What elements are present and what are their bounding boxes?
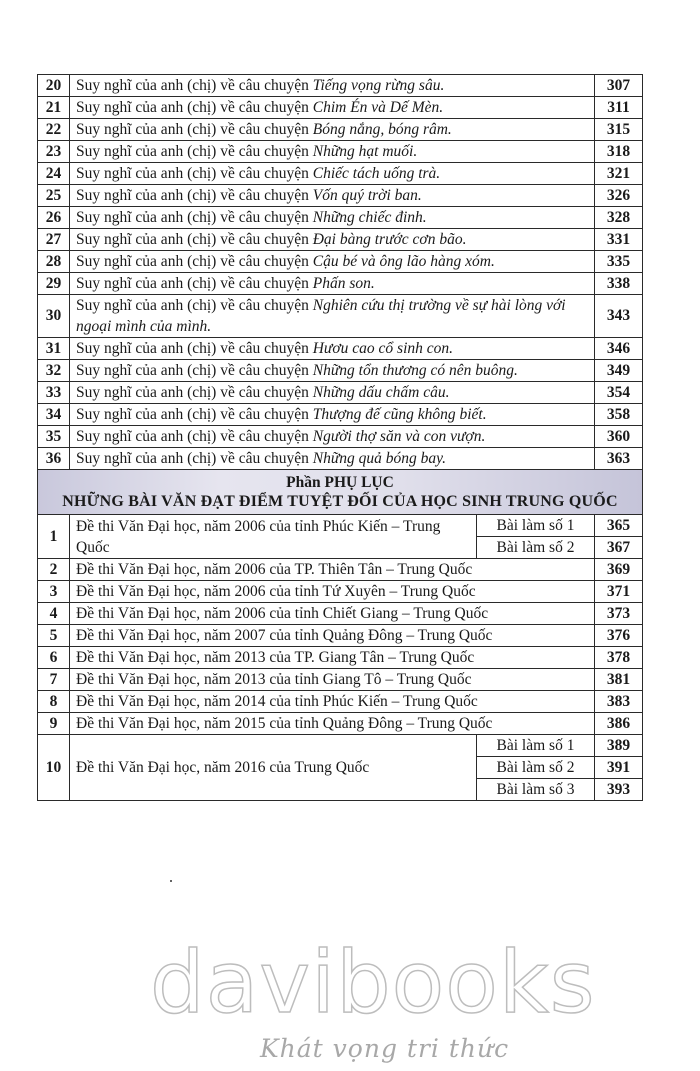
page-number: 358: [595, 404, 643, 426]
entry-title: [70, 119, 595, 141]
entry-prefix: Suy nghĩ của anh (chị) về câu chuyện: [76, 252, 313, 270]
entry-number: 24: [38, 163, 70, 185]
toc-row: [38, 141, 643, 163]
entry-number: 23: [38, 141, 70, 163]
toc-row: [38, 426, 643, 448]
page-number: 343: [595, 295, 643, 338]
entry-number: 21: [38, 97, 70, 119]
entry-title: [70, 229, 595, 251]
story-title: Cậu bé và ông lão hàng xóm.: [312, 252, 495, 270]
entry-number: 32: [38, 360, 70, 382]
entry-prefix: Suy nghĩ của anh (chị) về câu chuyện: [76, 405, 313, 423]
toc-row: [38, 603, 643, 625]
entry-number: 2: [38, 559, 70, 581]
story-title: Bóng nắng, bóng râm.: [312, 120, 452, 138]
story-title: Tiếng vọng rừng sâu.: [312, 76, 445, 94]
essay-label: Bài làm số 1: [477, 515, 595, 537]
toc-row: [38, 338, 643, 360]
entry-title: [70, 273, 595, 295]
entry-prefix: Suy nghĩ của anh (chị) về câu chuyện: [76, 142, 313, 160]
page-number: 346: [595, 338, 643, 360]
page-number: 321: [595, 163, 643, 185]
page-number: 373: [595, 603, 643, 625]
entry-title: [70, 163, 595, 185]
page-number: 378: [595, 647, 643, 669]
page-number: 354: [595, 382, 643, 404]
toc-row: [38, 404, 643, 426]
essay-label: Bài làm số 2: [477, 537, 595, 559]
toc-row: [38, 273, 643, 295]
toc-row: [38, 185, 643, 207]
story-title: Phấn son.: [312, 274, 375, 292]
entry-number: 36: [38, 448, 70, 470]
entry-number: 5: [38, 625, 70, 647]
page-number: 311: [595, 97, 643, 119]
entry-number: 29: [38, 273, 70, 295]
page-number: 326: [595, 185, 643, 207]
toc-row: [38, 647, 643, 669]
entry-number: 22: [38, 119, 70, 141]
entry-title: Đề thi Văn Đại học, năm 2014 của tỉnh Phúc Kiến – Trung Quốc: [70, 691, 595, 713]
page-number: 365: [595, 515, 643, 537]
toc-row: [38, 559, 643, 581]
story-title: Những quả bóng bay.: [312, 449, 447, 467]
page-number: 381: [595, 669, 643, 691]
story-title: Vốn quý trời ban.: [312, 186, 422, 204]
story-title: Những hạt muối.: [312, 142, 418, 160]
table-of-contents: [37, 74, 643, 801]
toc-row: [38, 207, 643, 229]
page-number: 331: [595, 229, 643, 251]
entry-title: Đề thi Văn Đại học, năm 2006 của TP. Thiên Tân – Trung Quốc: [70, 559, 595, 581]
entry-title: Đề thi Văn Đại học, năm 2007 của tỉnh Quảng Đông – Trung Quốc: [70, 625, 595, 647]
entry-prefix: Suy nghĩ của anh (chị) về câu chuyện: [76, 274, 313, 292]
entry-number: 1: [38, 515, 70, 559]
entry-title: Đề thi Văn Đại học, năm 2015 của tỉnh Quảng Đông – Trung Quốc: [70, 713, 595, 735]
page-number: 318: [595, 141, 643, 163]
page-number: 389: [595, 735, 643, 757]
toc-body: [38, 75, 643, 801]
page-number: 363: [595, 448, 643, 470]
page-number: 360: [595, 426, 643, 448]
entry-prefix: Suy nghĩ của anh (chị) về câu chuyện: [76, 449, 313, 467]
toc-row: [38, 515, 643, 537]
entry-title: [70, 382, 595, 404]
entry-title: Đề thi Văn Đại học, năm 2013 của TP. Giang Tân – Trung Quốc: [70, 647, 595, 669]
page-number: 386: [595, 713, 643, 735]
entry-title: [70, 185, 595, 207]
entry-prefix: Suy nghĩ của anh (chị) về câu chuyện: [76, 339, 313, 357]
entry-number: 6: [38, 647, 70, 669]
entry-prefix: Suy nghĩ của anh (chị) về câu chuyện: [76, 427, 313, 445]
toc-row: [38, 713, 643, 735]
entry-number: 10: [38, 735, 70, 801]
entry-title: Đề thi Văn Đại học, năm 2013 của tỉnh Giang Tô – Trung Quốc: [70, 669, 595, 691]
entry-number: 9: [38, 713, 70, 735]
entry-prefix: Suy nghĩ của anh (chị) về câu chuyện: [76, 186, 313, 204]
appendix-heading-line2: NHỮNG BÀI VĂN ĐẠT ĐIỂM TUYỆT ĐỐI CỦA HỌC SINH TRUNG QUỐC: [62, 493, 618, 510]
toc-row: [38, 382, 643, 404]
toc-row: [38, 97, 643, 119]
entry-number: 31: [38, 338, 70, 360]
entry-number: 34: [38, 404, 70, 426]
entry-title: [70, 426, 595, 448]
appendix-heading: [38, 470, 643, 515]
story-title: Người thợ săn và con vượn.: [312, 427, 486, 445]
entry-number: 4: [38, 603, 70, 625]
toc-row: [38, 360, 643, 382]
entry-title: [70, 448, 595, 470]
entry-number: 35: [38, 426, 70, 448]
toc-row: [38, 295, 643, 338]
page-number: 393: [595, 779, 643, 801]
entry-prefix: Suy nghĩ của anh (chị) về câu chuyện: [76, 76, 313, 94]
essay-label: Bài làm số 2: [477, 757, 595, 779]
toc-row: [38, 625, 643, 647]
entry-title: [70, 207, 595, 229]
story-title: Thượng đế cũng không biết.: [312, 405, 487, 423]
page-number: 383: [595, 691, 643, 713]
page-number: 315: [595, 119, 643, 141]
essay-label: Bài làm số 3: [477, 779, 595, 801]
entry-prefix: Suy nghĩ của anh (chị) về câu chuyện: [76, 361, 313, 379]
entry-title: Đề thi Văn Đại học, năm 2006 của tỉnh Phúc Kiến – Trung Quốc: [70, 515, 477, 559]
entry-title: [70, 404, 595, 426]
toc-row: [38, 581, 643, 603]
toc-row: [38, 119, 643, 141]
entry-prefix: Suy nghĩ của anh (chị) về câu chuyện: [76, 383, 313, 401]
appendix-heading-row: [38, 470, 643, 515]
story-title: Hươu cao cổ sinh con.: [312, 339, 454, 357]
entry-number: 30: [38, 295, 70, 338]
entry-prefix: Suy nghĩ của anh (chị) về câu chuyện: [76, 230, 313, 248]
entry-prefix: Suy nghĩ của anh (chị) về câu chuyện: [76, 98, 313, 116]
entry-number: 25: [38, 185, 70, 207]
entry-title: [70, 251, 595, 273]
entry-number: 7: [38, 669, 70, 691]
story-title: Đại bàng trước cơn bão.: [312, 230, 467, 248]
entry-number: 33: [38, 382, 70, 404]
toc-row: [38, 163, 643, 185]
entry-number: 27: [38, 229, 70, 251]
appendix-heading-line1: Phần PHỤ LỤC: [286, 474, 394, 491]
entry-number: 26: [38, 207, 70, 229]
entry-title: [70, 338, 595, 360]
page-number: 328: [595, 207, 643, 229]
toc-row: [38, 735, 643, 757]
page-number: 369: [595, 559, 643, 581]
entry-title: [70, 75, 595, 97]
story-title: Chiếc tách uống trà.: [312, 164, 441, 182]
entry-title: [70, 141, 595, 163]
story-title: Nghiên cứu thị trường về sự hài lòng với ngoại mình của mình.: [76, 297, 566, 335]
page-number: 307: [595, 75, 643, 97]
entry-title: Đề thi Văn Đại học, năm 2006 của tỉnh Tứ Xuyên – Trung Quốc: [70, 581, 595, 603]
entry-title: Đề thi Văn Đại học, năm 2016 của Trung Quốc: [70, 735, 477, 801]
entry-title: [70, 97, 595, 119]
entry-title: [70, 295, 595, 338]
entry-number: 8: [38, 691, 70, 713]
entry-title: [70, 360, 595, 382]
watermark-brand: davibooks: [150, 933, 596, 1033]
entry-prefix: Suy nghĩ của anh (chị) về câu chuyện: [76, 297, 313, 314]
story-title: Những chiếc đinh.: [312, 208, 427, 226]
watermark-slogan: Khát vọng tri thức: [260, 1034, 510, 1063]
toc-row: [38, 251, 643, 273]
entry-title: Đề thi Văn Đại học, năm 2006 của tỉnh Chiết Giang – Trung Quốc: [70, 603, 595, 625]
story-title: Những tổn thương có nên buông.: [312, 361, 518, 379]
toc-row: [38, 448, 643, 470]
page-number: 335: [595, 251, 643, 273]
page-number: 376: [595, 625, 643, 647]
page-number: 349: [595, 360, 643, 382]
entry-prefix: Suy nghĩ của anh (chị) về câu chuyện: [76, 208, 313, 226]
ink-dot: [170, 880, 172, 882]
essay-label: Bài làm số 1: [477, 735, 595, 757]
entry-number: 20: [38, 75, 70, 97]
entry-prefix: Suy nghĩ của anh (chị) về câu chuyện: [76, 164, 313, 182]
entry-prefix: Suy nghĩ của anh (chị) về câu chuyện: [76, 120, 313, 138]
story-title: Chim Én và Dế Mèn.: [312, 98, 444, 116]
toc-row: [38, 75, 643, 97]
story-title: Những dấu chấm câu.: [312, 383, 450, 401]
page-number: 391: [595, 757, 643, 779]
toc-row: [38, 691, 643, 713]
page-number: 367: [595, 537, 643, 559]
toc-row: [38, 669, 643, 691]
entry-number: 28: [38, 251, 70, 273]
toc-row: [38, 229, 643, 251]
page-number: 338: [595, 273, 643, 295]
entry-number: 3: [38, 581, 70, 603]
page-number: 371: [595, 581, 643, 603]
